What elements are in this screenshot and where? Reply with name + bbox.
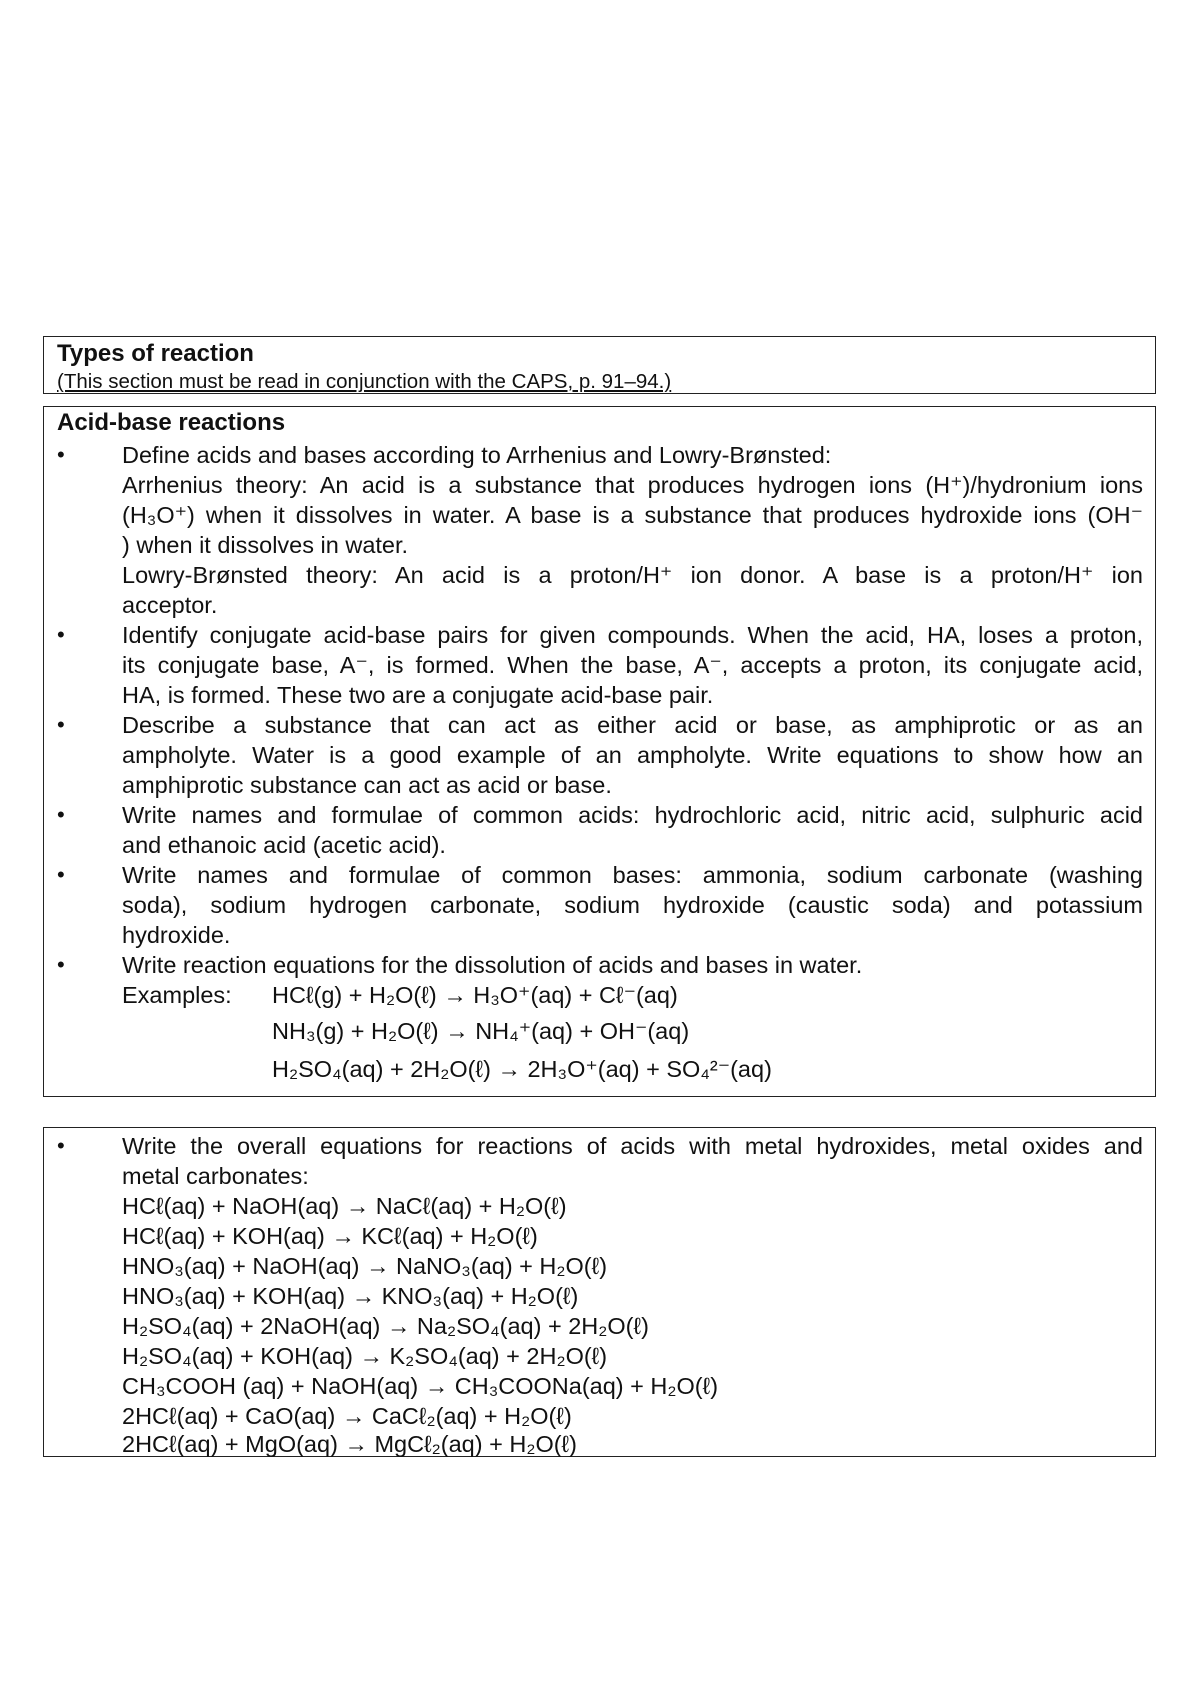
text-line: Write names and formulae of common bases: ammonia, sodium carbonate (washing [122, 862, 1143, 888]
equation: HCℓ(aq) + KOH(aq) → KCℓ(aq) + H₂O(ℓ) [122, 1223, 538, 1249]
text-line: its conjugate base, A⁻, is formed. When the base, A⁻, accepts a proton, its conjugate acid, [122, 652, 1143, 678]
text-line: hydroxide. [122, 922, 231, 948]
text-line: Write names and formulae of common acids: hydrochloric acid, nitric acid, sulphuric acid [122, 802, 1143, 828]
equation: HNO₃(aq) + NaOH(aq) → NaNO₃(aq) + H₂O(ℓ) [122, 1253, 608, 1279]
acid-base-heading: Acid-base reactions [57, 409, 286, 436]
bullet: • [57, 442, 65, 467]
text-line: Define acids and bases according to Arrhenius and Lowry-Brønsted: [122, 442, 832, 468]
example-equation: HCℓ(g) + H₂O(ℓ) → H₃O⁺(aq) + Cℓ⁻(aq) [272, 982, 678, 1008]
text-line: Write the overall equations for reactions of acids with metal hydroxides, metal oxides and [122, 1133, 1143, 1159]
text-line: acceptor. [122, 592, 218, 618]
text-line: Describe a substance that can act as either acid or base, as amphiprotic or as an [122, 712, 1143, 738]
text-line: soda), sodium hydrogen carbonate, sodium hydroxide (caustic soda) and potassium [122, 892, 1143, 918]
equation: HNO₃(aq) + KOH(aq) → KNO₃(aq) + H₂O(ℓ) [122, 1283, 579, 1309]
bullet: • [57, 802, 65, 827]
bullet: • [57, 1133, 65, 1158]
bullet: • [57, 622, 65, 647]
bullet: • [57, 862, 65, 887]
text-line: Write reaction equations for the dissolution of acids and bases in water. [122, 952, 863, 978]
overall-equations-box [43, 1127, 1156, 1457]
equation: HCℓ(aq) + NaOH(aq) → NaCℓ(aq) + H₂O(ℓ) [122, 1193, 567, 1219]
text-line: Arrhenius theory: An acid is a substance that produces hydrogen ions (H⁺)/hydronium ions [122, 472, 1143, 498]
section-header-box [43, 336, 1156, 394]
examples-label: Examples: [122, 982, 232, 1008]
equation: H₂SO₄(aq) + KOH(aq) → K₂SO₄(aq) + 2H₂O(ℓ) [122, 1343, 608, 1369]
text-line: ) when it dissolves in water. [122, 532, 409, 558]
equation: CH₃COOH (aq) + NaOH(aq) → CH₃COONa(aq) + H₂O(ℓ) [122, 1373, 719, 1399]
text-line: amphiprotic substance can act as acid or base. [122, 772, 612, 798]
bullet: • [57, 952, 65, 977]
equation: H₂SO₄(aq) + 2NaOH(aq) → Na₂SO₄(aq) + 2H₂O(ℓ) [122, 1313, 649, 1339]
acid-base-box [43, 406, 1156, 1097]
text-line: Identify conjugate acid-base pairs for given compounds. When the acid, HA, loses a proton, [122, 622, 1143, 648]
text-line: metal carbonates: [122, 1163, 309, 1189]
equation: 2HCℓ(aq) + MgO(aq) → MgCℓ₂(aq) + H₂O(ℓ) [122, 1431, 577, 1457]
example-equation: H₂SO₄(aq) + 2H₂O(ℓ) → 2H₃O⁺(aq) + SO₄²⁻(aq) [272, 1056, 772, 1082]
text-line: (H₃O⁺) when it dissolves in water. A base is a substance that produces hydroxide ions (OH⁻ [122, 502, 1143, 528]
section-title: Types of reaction [57, 340, 254, 367]
bullet: • [57, 712, 65, 737]
example-equation: NH₃(g) + H₂O(ℓ) → NH₄⁺(aq) + OH⁻(aq) [272, 1018, 690, 1044]
text-line: and ethanoic acid (acetic acid). [122, 832, 446, 858]
text-line: Lowry-Brønsted theory: An acid is a proton/H⁺ ion donor. A base is a proton/H⁺ ion [122, 562, 1143, 588]
text-line: ampholyte. Water is a good example of an ampholyte. Write equations to show how an [122, 742, 1143, 768]
equation: 2HCℓ(aq) + CaO(aq) → CaCℓ₂(aq) + H₂O(ℓ) [122, 1403, 572, 1429]
section-note: (This section must be read in conjunction with the CAPS, p. 91–94.) [57, 370, 672, 393]
text-line: HA, is formed. These two are a conjugate acid-base pair. [122, 682, 714, 708]
